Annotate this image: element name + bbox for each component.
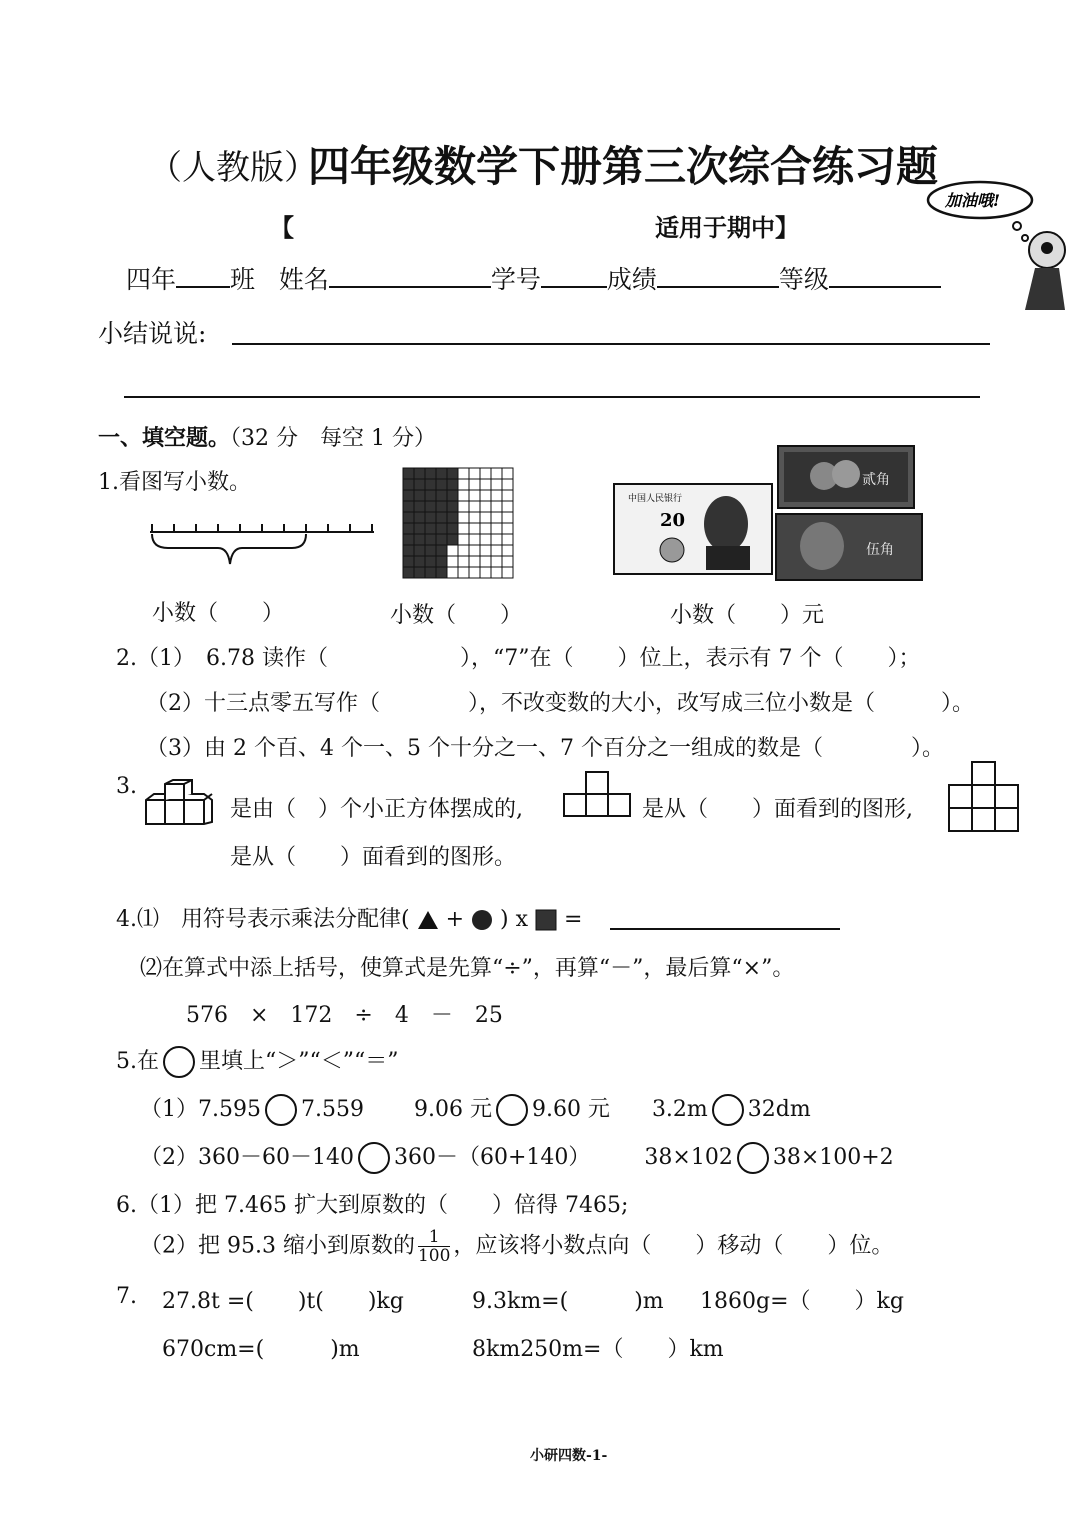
q5-row-2 [140, 1140, 894, 1174]
score-label: 成绩 [606, 265, 657, 294]
fraction-denominator: 100 [417, 1246, 451, 1266]
grid-cell [403, 523, 414, 534]
grid-cell [502, 556, 513, 567]
q5-prefix: 5.在 [116, 1049, 159, 1074]
grid-cell [447, 545, 458, 556]
grid-cell [480, 534, 491, 545]
grid-cell [469, 567, 480, 578]
q4-part2: ⑵在算式中添上括号，使算式是先算“÷”，再算“－”，最后算“×”。 [140, 956, 795, 981]
level-label: 等级 [778, 265, 829, 294]
q1-answer-3[interactable]: 小数（ ）元 [670, 603, 825, 628]
grid-cell [403, 534, 414, 545]
grid-cell [447, 523, 458, 534]
q7-item-c: 1860g=（ ）kg [700, 1289, 904, 1314]
grid-cell [469, 556, 480, 567]
grid-cell [447, 479, 458, 490]
subtitle: 适用于期中】 [655, 213, 799, 242]
name-field[interactable] [329, 262, 491, 288]
grid-cell [480, 567, 491, 578]
q6-part1: 6.（1）把 7.465 扩大到原数的（ ）倍得 7465; [116, 1193, 629, 1218]
grid-cell [480, 501, 491, 512]
q1-answer-1[interactable]: 小数（ ） [152, 601, 285, 626]
summary-line-2[interactable] [124, 396, 980, 398]
q5-r2-c: 38×102 [644, 1145, 733, 1170]
grid-cell [414, 501, 425, 512]
q5-r2-a: （2）360－60－140 [140, 1145, 354, 1170]
q2-part2: （2）十三点零五写作（ ），不改变数的大小，改写成三位小数是（ ）。 [146, 691, 974, 716]
view-figure-a-icon [563, 770, 633, 818]
q3-text-c: 是从（ ）面看到的图形。 [230, 845, 517, 870]
grid-cell [480, 523, 491, 534]
grid-cell [447, 468, 458, 479]
grid-cell [491, 490, 502, 501]
q4-answer-line[interactable] [610, 928, 840, 930]
grid-cell [458, 545, 469, 556]
grid-cell [425, 468, 436, 479]
grid-cell [458, 523, 469, 534]
summary-label: 小结说说: [98, 319, 207, 348]
grid-cell [491, 545, 502, 556]
section-title: 一、填空题。 [98, 425, 231, 451]
q4-part1 [116, 902, 582, 933]
q3-number: 3. [116, 774, 137, 799]
grid-cell [447, 490, 458, 501]
grid-cell [480, 556, 491, 567]
q5-suffix: 里填上“＞”“＜”“＝” [199, 1049, 399, 1074]
banknote-20jiao-label: 贰角 [862, 472, 890, 488]
grid-cell [436, 501, 447, 512]
number-line-figure [148, 520, 378, 580]
view-figure-b-icon [948, 762, 1022, 834]
q1-answer-2[interactable]: 小数（ ） [390, 603, 523, 628]
q5-r1-c: 9.06 元 [413, 1097, 492, 1122]
grid-cell [491, 567, 502, 578]
grid-cell [436, 490, 447, 501]
grid-cell [502, 479, 513, 490]
q4-equals: = [564, 907, 583, 932]
q6-part2-b: ，应该将小数点向（ ）移动（ ）位。 [453, 1233, 894, 1259]
grid-cell [436, 479, 447, 490]
q7-item-a: 27.8t =( )t( )kg [162, 1289, 404, 1314]
grid-cell [502, 567, 513, 578]
grid-cell [414, 534, 425, 545]
grid-cell [436, 556, 447, 567]
grid-cell [425, 523, 436, 534]
grid-cell [469, 523, 480, 534]
cheer-sticker [925, 180, 1065, 310]
q5-r2-b: 360－（60+140） [393, 1145, 591, 1170]
summary-line-1[interactable] [232, 343, 990, 345]
grid-cell [491, 479, 502, 490]
square-icon [535, 909, 557, 931]
grid-cell [491, 512, 502, 523]
q7-item-e: 8km250m=（ ）km [472, 1337, 724, 1362]
grid-cell [447, 567, 458, 578]
grid-cell [491, 534, 502, 545]
grid-cell [458, 556, 469, 567]
q1-prompt: 1.看图写小数。 [98, 470, 251, 495]
grid-cell [458, 534, 469, 545]
grid-cell [436, 468, 447, 479]
grid-cell [403, 545, 414, 556]
q2-part3: （3）由 2 个百、4 个一、5 个十分之一、7 个百分之一组成的数是（ ）。 [146, 736, 944, 761]
q7-item-b: 9.3km=( )m [472, 1289, 664, 1314]
grid-cell [425, 556, 436, 567]
grid-cell [458, 567, 469, 578]
grid-cell [469, 501, 480, 512]
subtitle-bracket: 【 [270, 213, 294, 242]
info-row [126, 260, 941, 296]
q6-part2 [140, 1228, 893, 1265]
grid-cell [480, 468, 491, 479]
grid-cell [425, 512, 436, 523]
sticker-text: 加油哦! [945, 191, 1001, 210]
compare-circle-icon [163, 1046, 195, 1078]
grid-cell [403, 512, 414, 523]
grid-cell [414, 567, 425, 578]
grid-cell [502, 501, 513, 512]
q5-r2-d: 38×100+2 [772, 1145, 894, 1170]
grid-cell [414, 468, 425, 479]
grid-cell [403, 501, 414, 512]
name-label: 姓名 [278, 265, 329, 294]
grid-cell [491, 468, 502, 479]
compare-blank[interactable] [358, 1142, 390, 1174]
grid-cell [403, 468, 414, 479]
grid-cell [436, 523, 447, 534]
grid-cell [403, 556, 414, 567]
grid-cell [469, 490, 480, 501]
grid-cell [458, 490, 469, 501]
edition-label: （人教版） [148, 148, 318, 188]
grid-cell [458, 479, 469, 490]
fraction-numerator: 1 [418, 1228, 450, 1247]
q2-part1: 2.（1） 6.78 读作（ ），“7”在（ ）位上，表示有 7 个（ ）； [116, 646, 921, 671]
grid-cell [447, 501, 458, 512]
grid-cell [425, 534, 436, 545]
q5-row-1 [140, 1092, 811, 1126]
banknote-50jiao-label: 伍角 [866, 542, 894, 558]
q4-close: ) x [500, 907, 528, 932]
banknotes-figure [614, 444, 924, 584]
level-field[interactable] [829, 262, 941, 288]
banknote-bank-label: 中国人民银行 [628, 494, 683, 504]
q5-r1-d: 9.60 元 [531, 1097, 610, 1122]
grid-cell [414, 479, 425, 490]
q7-item-d: 670cm=( )m [162, 1337, 360, 1362]
grid-cell [414, 523, 425, 534]
grid-cell [491, 556, 502, 567]
grid-cell [469, 534, 480, 545]
id-field[interactable] [541, 262, 607, 288]
grid-cell [447, 512, 458, 523]
banknote-20-label: 20 [660, 510, 686, 531]
q5-r1-e: 3.2m [651, 1097, 708, 1122]
grid-cell [502, 490, 513, 501]
grid-cell [458, 512, 469, 523]
grid-cell [480, 512, 491, 523]
cube-stack-icon [142, 780, 216, 826]
page-title: 四年级数学下册第三次综合练习题 [308, 142, 939, 191]
q5-r1-f: 32dm [747, 1097, 811, 1122]
grid-cell [414, 490, 425, 501]
class-label: 班 [230, 265, 256, 294]
score-field[interactable] [657, 262, 779, 288]
grid-cell [458, 468, 469, 479]
grid-cell [469, 479, 480, 490]
grid-cell [436, 512, 447, 523]
grid-cell [502, 512, 513, 523]
grid-cell [403, 479, 414, 490]
grid-cell [480, 545, 491, 556]
triangle-icon [417, 910, 439, 930]
section-heading [98, 421, 436, 452]
grid-cell [447, 534, 458, 545]
grid-cell [425, 567, 436, 578]
id-label: 学号 [490, 265, 541, 294]
fraction-one-hundredth [418, 1228, 450, 1265]
grid-cell [414, 556, 425, 567]
circle-icon [471, 909, 493, 931]
compare-blank[interactable] [712, 1094, 744, 1126]
q4-part1-prefix: 4.⑴ 用符号表示乘法分配律( [116, 907, 410, 932]
cartoon-mascot-icon [1025, 232, 1065, 310]
q5-prompt [116, 1044, 398, 1078]
grid-cell [425, 490, 436, 501]
grid-cell [480, 490, 491, 501]
compare-blank[interactable] [737, 1142, 769, 1174]
grid-cell [502, 534, 513, 545]
grid-cell [436, 545, 447, 556]
compare-blank[interactable] [496, 1094, 528, 1126]
grid-cell [502, 523, 513, 534]
grid-cell [436, 567, 447, 578]
grid-cell [469, 468, 480, 479]
grid-cell [491, 501, 502, 512]
q4-expression: 576 × 172 ÷ 4 － 25 [186, 1003, 503, 1028]
grid-cell [469, 512, 480, 523]
grid-cell [436, 534, 447, 545]
q5-r1-a: （1）7.595 [140, 1097, 261, 1122]
grid-cell [414, 512, 425, 523]
grid-cell [469, 545, 480, 556]
q3-text-b: 是从（ ）面看到的图形, [642, 797, 913, 822]
page-footer: 小研四数-1- [530, 1448, 608, 1464]
grid-cell [414, 545, 425, 556]
q3-text-a: 是由（ ）个小正方体摆成的, [230, 797, 523, 822]
grid-cell [502, 545, 513, 556]
q4-plus: + [445, 907, 465, 932]
grade-label: 四年 [126, 265, 177, 294]
q6-part2-a: （2）把 95.3 缩小到原数的 [140, 1233, 415, 1259]
grid-cell [447, 556, 458, 567]
class-field[interactable] [176, 262, 230, 288]
grid-square-figure [402, 467, 514, 579]
grid-cell [425, 501, 436, 512]
grid-cell [480, 479, 491, 490]
compare-blank[interactable] [265, 1094, 297, 1126]
grid-cell [502, 468, 513, 479]
grid-cell [491, 523, 502, 534]
section-points: （32 分 每空 1 分） [230, 426, 436, 451]
q5-r1-b: 7.559 [300, 1097, 364, 1122]
grid-cell [425, 545, 436, 556]
q7-number: 7. [116, 1284, 137, 1309]
grid-cell [458, 501, 469, 512]
grid-cell [403, 567, 414, 578]
grid-cell [403, 490, 414, 501]
grid-cell [425, 479, 436, 490]
